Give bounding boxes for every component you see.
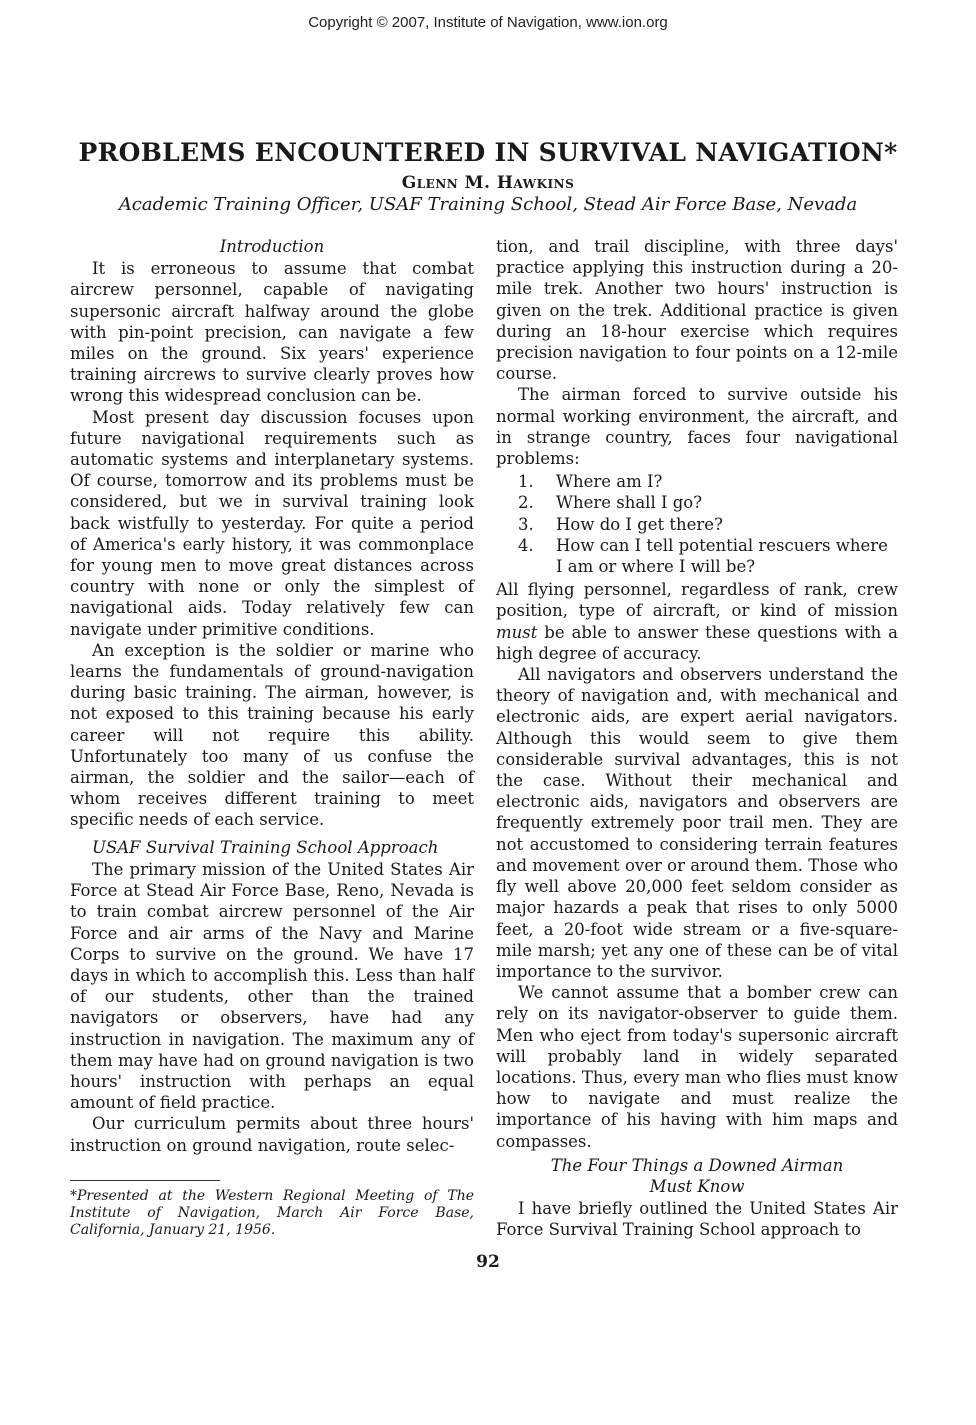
right-column [496, 236, 898, 1241]
text-run: be able to answer these questions with a high degree of accuracy. [496, 622, 898, 663]
list-item [496, 471, 898, 492]
copyright-notice: Copyright © 2007, Institute of Navigation, www.ion.org [308, 14, 668, 31]
section-heading-four-things: The Four Things a Downed Airman [550, 1155, 844, 1175]
paragraph: All navigators and observers understand the theory of navigation and, with mechanical and electronic aids, are expert aerial navigators. Although this would seem to give them considerable survival advantages, this is not the case. Without their mechanical and electronic aids, navigators and observers are frequently extremely poor trail men. They are not accustomed to considering terrain features and movement over or around them. Those who fly well above 20,000 feet seldom consider as major hazards a peak that rises to only 5000 feet, a 20-foot wide stream or a five-square-mile marsh; yet any one of these can be of vital importance to the survivor. [496, 665, 898, 981]
list-item-number: 3. [518, 514, 534, 534]
paragraph: We cannot assume that a bomber crew can rely on its navigator-observer to guide them. Men who eject from today's supersonic aircraft will probably land in widely separated locations. Thus, every man who flies must know how to navigate and must realize the importance of his having with him maps and compasses. [496, 983, 898, 1151]
footnote-divider [70, 1180, 220, 1181]
list-item [496, 535, 898, 577]
list-item-text: Where am I? [556, 472, 663, 492]
page-number: 92 [476, 1252, 500, 1272]
list-item [496, 492, 898, 513]
emphasis-must: must [496, 622, 538, 642]
paragraph: It is erroneous to assume that combat aircrew personnel, capable of navigating supersonic aircraft halfway around the globe with pin-point precision, can navigate a few miles on the ground. Six years' experience training aircrews to survive clearly proves how wrong this widespread conclusion can be. [70, 259, 474, 406]
list-item-number: 2. [518, 493, 534, 513]
paragraph: The primary mission of the United States Air Force at Stead Air Force Base, Reno, Nevada is to train combat aircrew personnel of the Air Force and air arms of the Navy and Marine Corps to survive on the ground. We have 17 days in which to accomplish this. Less than half of our students, other than the trained navigators or observers, have had any instruction in navigation. The maximum any of them may have had on ground navigation is two hours' instruction with perhaps an equal amount of field practice. [70, 859, 474, 1113]
paragraph: The airman forced to survive outside his normal working environment, the aircraft, and in strange country, faces four navigational problems: [496, 385, 898, 469]
paragraph: Our curriculum permits about three hours' instruction on ground navigation, route selec- [70, 1114, 474, 1155]
text-run: All flying personnel, regardless of rank, crew position, type of aircraft, or kind of mission [496, 580, 898, 621]
section-heading-usaf-approach: USAF Survival Training School Approach [92, 837, 439, 857]
section-heading-four-things-line2: Must Know [649, 1176, 745, 1196]
article-title: PROBLEMS ENCOUNTERED IN SURVIVAL NAVIGATION* [78, 138, 898, 167]
list-item-number: 1. [518, 472, 534, 492]
section-heading-introduction: Introduction [219, 237, 325, 256]
problems-list [496, 471, 898, 577]
paragraph: tion, and trail discipline, with three days' practice applying this instruction during a 20-mile trek. Another two hours' instruction is given on the trek. Additional practice is given during an 18-hour exercise which requires precision navigation to four points on a 12-mile course. [496, 237, 898, 384]
list-item-text: How do I get there? [556, 514, 723, 534]
paragraph: I have briefly outlined the United States Air Force Survival Training School approach to [496, 1199, 898, 1240]
list-item-text: Where shall I go? [556, 493, 703, 513]
paragraph: An exception is the soldier or marine who learns the fundamentals of ground-navigation during basic training. The airman, however, is not exposed to this training because his early career will not require this ability. Unfortunately too many of us confuse the airman, the soldier and the sailor—each of whom receives different training to meet specific needs of each service. [70, 640, 474, 830]
left-column [70, 233, 474, 1156]
list-item [496, 514, 898, 535]
list-item-text: How can I tell potential rescuers where I am or where I will be? [556, 535, 888, 577]
paragraph [496, 579, 898, 664]
list-item-number: 4. [518, 535, 534, 555]
author-name: Glenn M. Hawkins [401, 173, 575, 193]
paragraph: Most present day discussion focuses upon future navigational requirements such as automatic systems and interplanetary systems. Of course, tomorrow and its problems must be considered, but we in survival training look back wistfully to yesterday. For quite a period of America's early history, it was commonplace for young men to move great distances across country with none or only the simplest of navigational aids. Today relatively few can navigate under primitive conditions. [70, 407, 474, 639]
footnote: *Presented at the Western Regional Meeting of The Institute of Navigation, March Air Force Base, California, January 21, 1956. [70, 1188, 474, 1238]
author-affiliation: Academic Training Officer, USAF Training School, Stead Air Force Base, Nevada [118, 194, 858, 215]
